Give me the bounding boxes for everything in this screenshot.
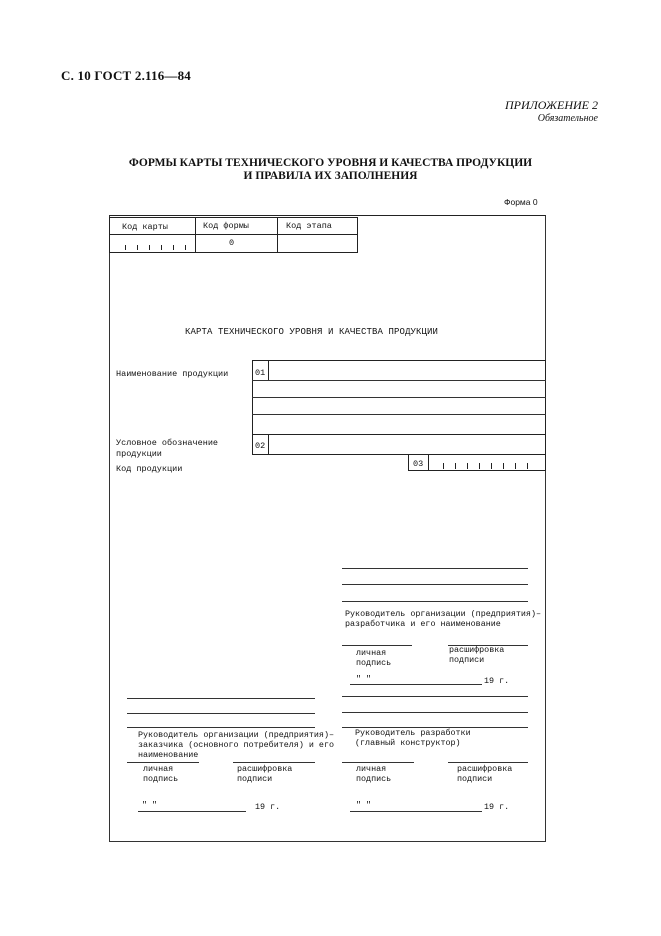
personal-signature-line-2: подпись — [356, 774, 392, 784]
form-code-header: Код формы — [203, 221, 249, 231]
dev-org-date-quotes: " " — [356, 674, 372, 684]
title-line-1: ФОРМЫ КАРТЫ ТЕХНИЧЕСКОГО УРОВНЯ И КАЧЕСТВА ПРОДУКЦИИ — [128, 157, 533, 169]
developer-org-caption — [345, 609, 541, 629]
appendix-title: ПРИЛОЖЕНИЕ 2 — [505, 98, 598, 112]
decode-line-2: подписи — [237, 774, 273, 784]
decode-line-1: расшифровка — [237, 764, 293, 774]
code-table-divider — [195, 217, 196, 253]
designation-field[interactable] — [252, 434, 546, 455]
personal-signature-line-1: личная — [356, 764, 387, 774]
customer-personal-signature — [143, 764, 178, 784]
dev-lead-signature-decode — [457, 764, 512, 784]
stage-code-header: Код этапа — [286, 221, 332, 231]
dev-lead-caption — [355, 728, 471, 748]
decode-line-1: расшифровка — [449, 645, 505, 655]
document-title — [100, 157, 561, 183]
dev-org-date-year: 19 г. — [484, 676, 510, 686]
designation-label-line-2: продукции — [116, 449, 162, 459]
dev-lead-date-year: 19 г. — [484, 802, 510, 812]
personal-signature-line-1: личная — [143, 764, 174, 774]
personal-signature-line-1: личная — [356, 648, 387, 658]
code-table-divider — [277, 217, 278, 253]
customer-org-line-1: Руководитель организации (предприятия)– — [138, 730, 335, 740]
dev-lead-line-2: (главный конструктор) — [355, 738, 461, 748]
customer-signature-decode — [237, 764, 292, 784]
customer-org-caption — [138, 730, 334, 760]
developer-org-line-1: Руководитель организации (предприятия)– — [345, 609, 542, 619]
developer-org-line-2: разработчика и его наименование — [345, 619, 501, 629]
dev-lead-personal-signature — [356, 764, 391, 784]
form-code-value: 0 — [229, 238, 235, 248]
customer-date-year: 19 г. — [255, 802, 281, 812]
decode-line-2: подписи — [449, 655, 485, 665]
field-number-03: 03 — [413, 459, 424, 469]
code-table-row-line — [109, 234, 358, 235]
designation-label — [116, 438, 218, 460]
customer-org-line-3: наименование — [138, 750, 199, 760]
product-code-label: Код продукции — [116, 464, 183, 474]
dev-org-signature-decode — [449, 645, 504, 665]
customer-org-line-2: заказчика (основного потребителя) и его — [138, 740, 335, 750]
personal-signature-line-2: подпись — [143, 774, 179, 784]
decode-line-1: расшифровка — [457, 764, 513, 774]
card-title: КАРТА ТЕХНИЧЕСКОГО УРОВНЯ И КАЧЕСТВА ПРОДУКЦИИ — [185, 327, 439, 337]
product-name-label: Наименование продукции — [116, 369, 229, 379]
designation-label-line-1: Условное обозначение — [116, 438, 219, 448]
form-label: Форма 0 — [504, 197, 538, 207]
dev-org-personal-signature — [356, 648, 391, 668]
appendix-block — [505, 99, 598, 125]
title-line-2: И ПРАВИЛА ИХ ЗАПОЛНЕНИЯ — [243, 170, 418, 182]
appendix-status: Обязательное — [537, 113, 598, 124]
field-number-01: 01 — [255, 368, 266, 378]
field-number-02: 02 — [255, 441, 266, 451]
page-header: С. 10 ГОСТ 2.116—84 — [61, 68, 191, 83]
customer-date-quotes: " " — [142, 800, 158, 810]
card-code-header: Код карты — [122, 222, 168, 232]
dev-lead-line-1: Руководитель разработки — [355, 728, 471, 738]
decode-line-2: подписи — [457, 774, 493, 784]
dev-lead-date-quotes: " " — [356, 800, 372, 810]
personal-signature-line-2: подпись — [356, 658, 392, 668]
